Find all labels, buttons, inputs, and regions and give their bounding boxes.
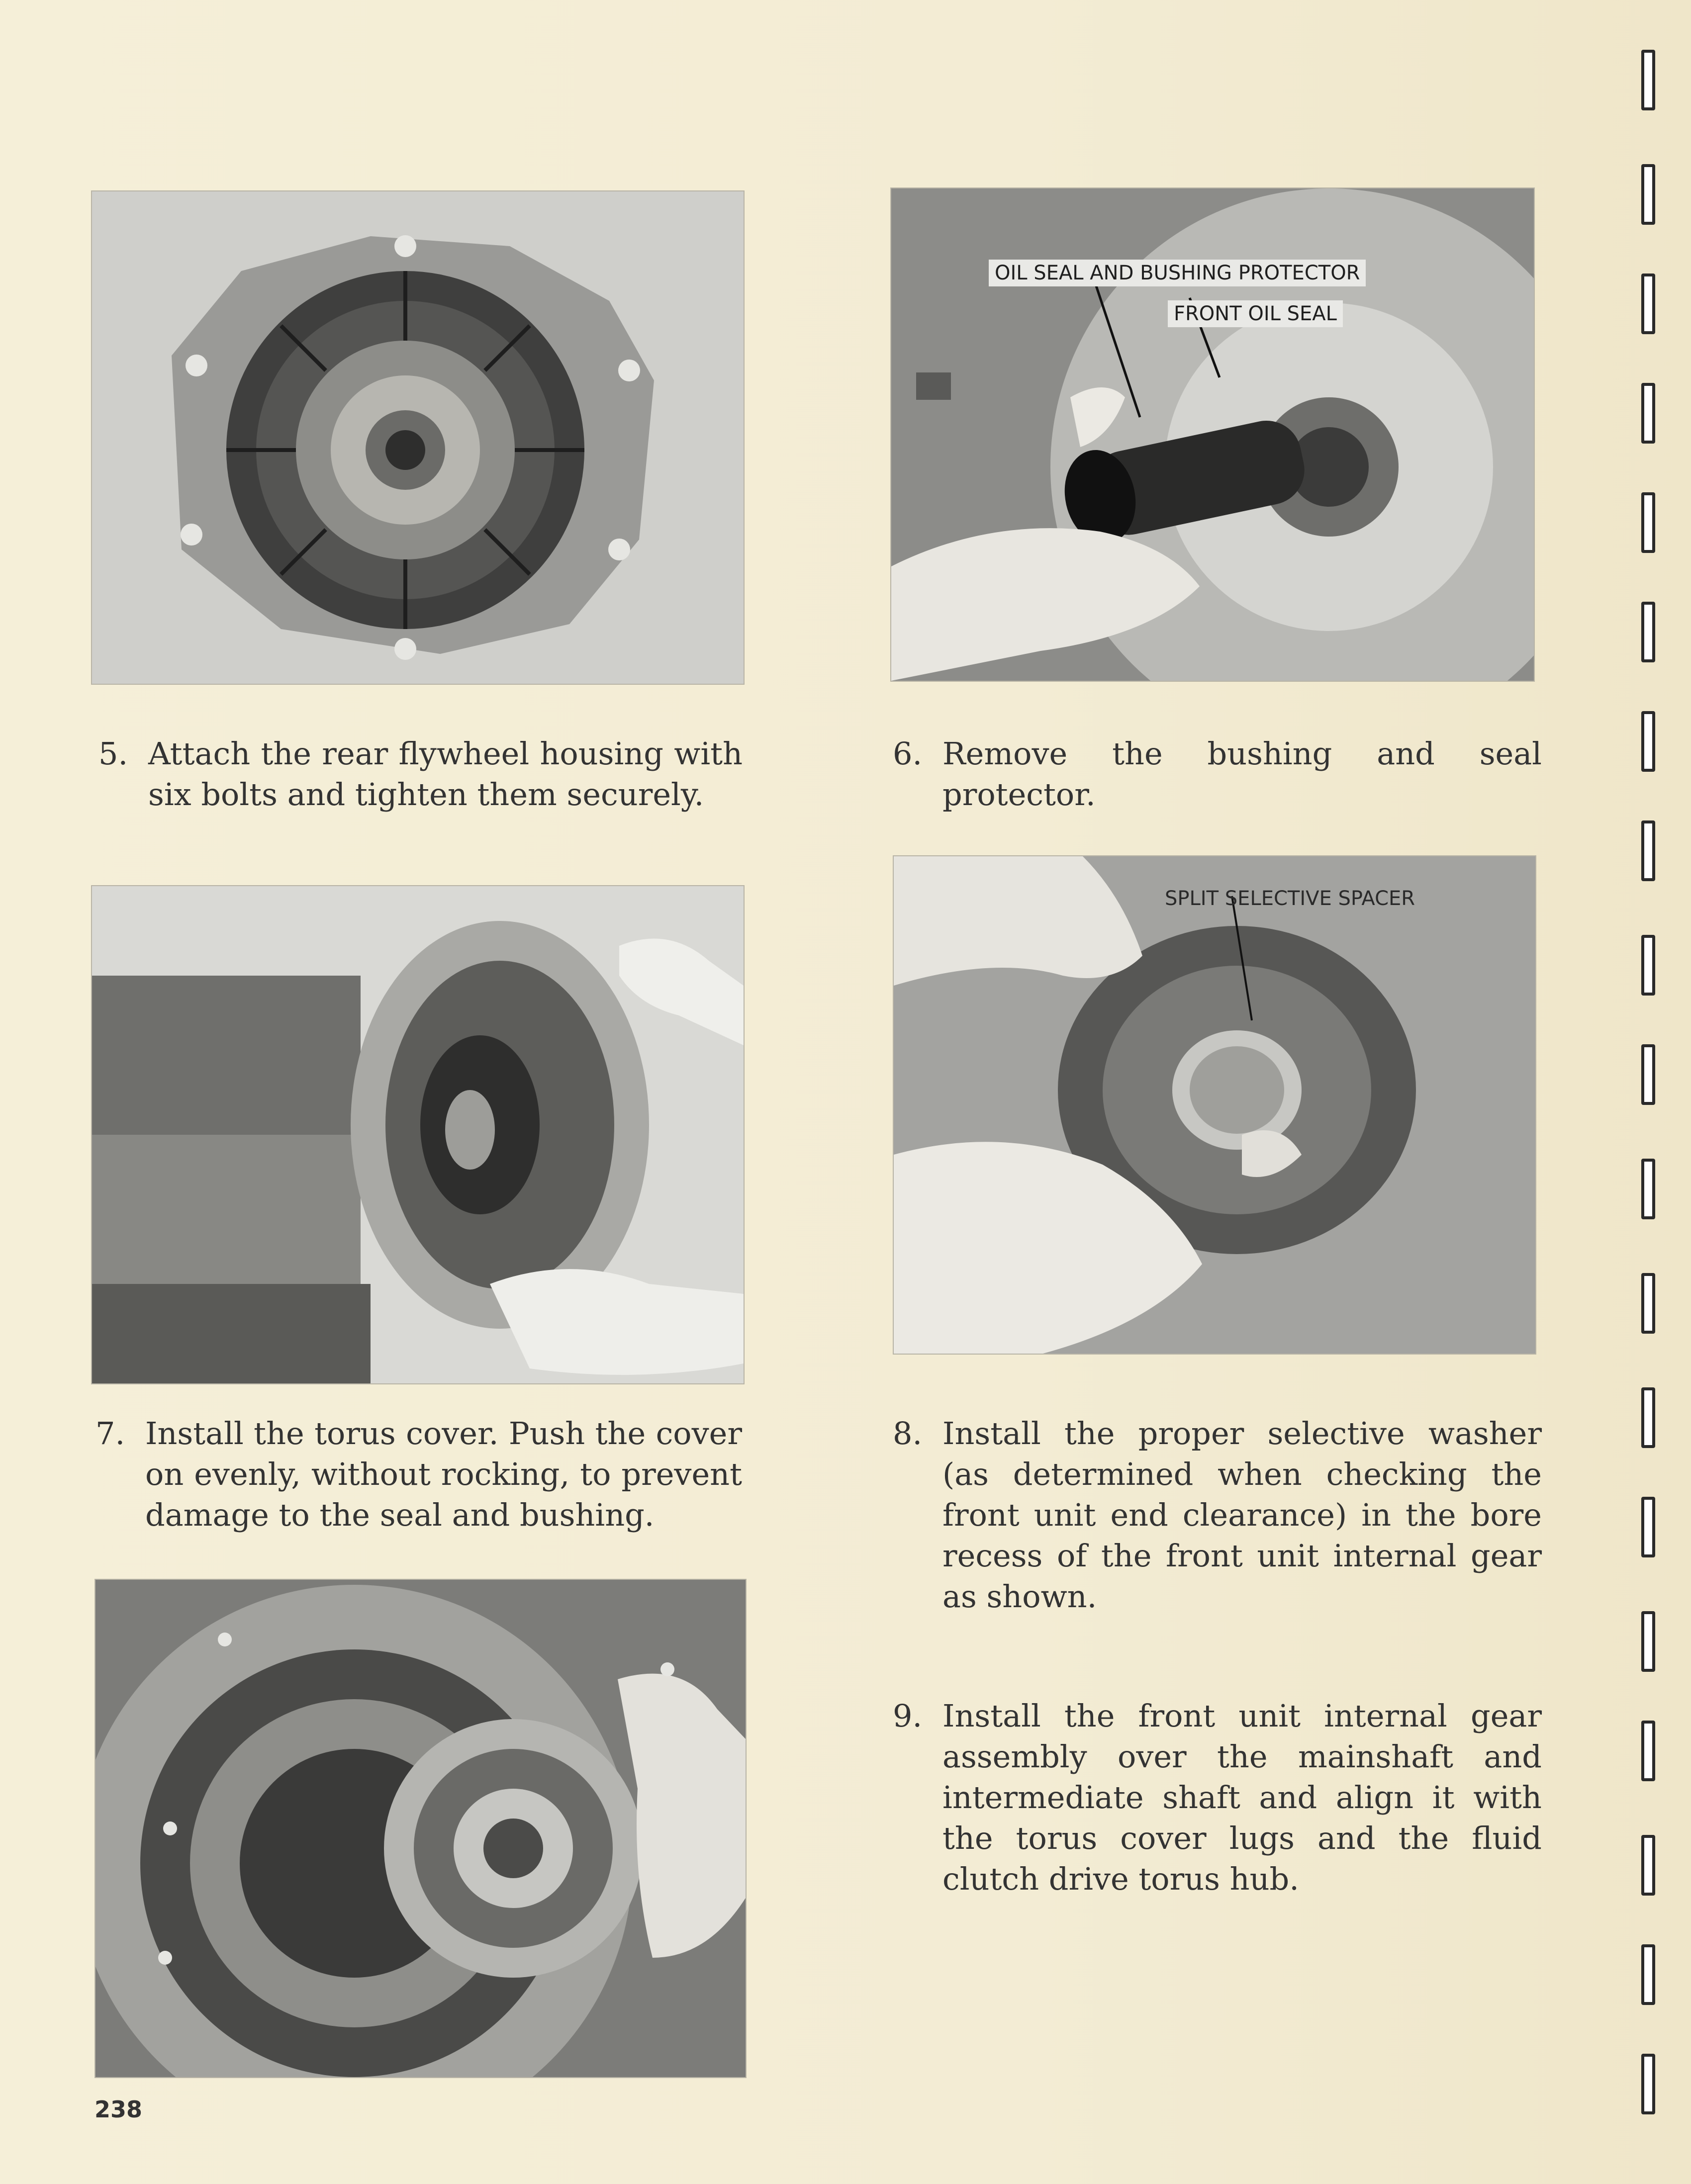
binding-hole: [1641, 2054, 1655, 2114]
internal-gear-icon: [95, 1580, 746, 2077]
step-number: 5.: [98, 735, 128, 772]
internal-gear-photo: [94, 1579, 747, 2078]
binding-hole: [1641, 1044, 1655, 1105]
step-number: 9.: [893, 1698, 923, 1734]
page-number: 238: [94, 2096, 143, 2123]
step-8: [893, 1413, 1542, 1617]
step-number: 7.: [95, 1415, 125, 1452]
torus-cover-icon: [92, 886, 744, 1383]
binding-hole: [1641, 273, 1655, 334]
transmission-housing-icon: [92, 191, 744, 684]
selective-spacer-icon: [894, 856, 1535, 1354]
step-number: 8.: [893, 1415, 923, 1452]
step-text: Attach the rear flywheel housing with six bolts and tighten them securely.: [148, 735, 743, 813]
selective-spacer-photo: [893, 855, 1536, 1355]
callout-oil-seal-bushing-protector: OIL SEAL AND BUSHING PROTECTOR: [989, 260, 1366, 286]
rear-flywheel-housing-photo: [91, 190, 745, 685]
binding-hole: [1641, 1497, 1655, 1557]
callout-front-oil-seal: FRONT OIL SEAL: [1168, 300, 1343, 327]
binding-hole: [1641, 164, 1655, 225]
binding-hole: [1641, 383, 1655, 444]
binding-hole: [1641, 50, 1655, 110]
binding-hole: [1641, 1273, 1655, 1334]
binding-hole: [1641, 820, 1655, 881]
callout-split-selective-spacer: SPLIT SELECTIVE SPACER: [1165, 887, 1415, 910]
step-text: Install the torus cover. Push the cover on evenly, without rocking, to prevent damage to the seal and bushing.: [145, 1415, 742, 1533]
binding-hole: [1641, 1835, 1655, 1896]
step-text: Install the proper selective washer (as determined when checking the front unit end clearance) in the bore recess of the front unit internal gear as shown.: [942, 1415, 1542, 1615]
step-text: Remove the bushing and seal protector.: [942, 735, 1542, 813]
step-6: [893, 733, 1542, 815]
binding-hole: [1641, 492, 1655, 553]
step-9: [893, 1696, 1542, 1900]
binding-hole: [1641, 1387, 1655, 1448]
binding-hole: [1641, 935, 1655, 996]
binding-hole: [1641, 711, 1655, 772]
step-7: [95, 1413, 742, 1536]
binding-hole: [1641, 602, 1655, 662]
binding-hole: [1641, 1944, 1655, 2005]
step-number: 6.: [893, 735, 923, 772]
step-text: Install the front unit internal gear assembly over the mainshaft and intermediate shaft and align it with the torus cover lugs and the fluid clutch drive torus hub.: [942, 1698, 1542, 1897]
torus-cover-photo: [91, 885, 745, 1384]
step-5: [98, 733, 743, 815]
binding-hole: [1641, 1159, 1655, 1219]
binding-hole: [1641, 1721, 1655, 1781]
binding-hole: [1641, 1611, 1655, 1672]
